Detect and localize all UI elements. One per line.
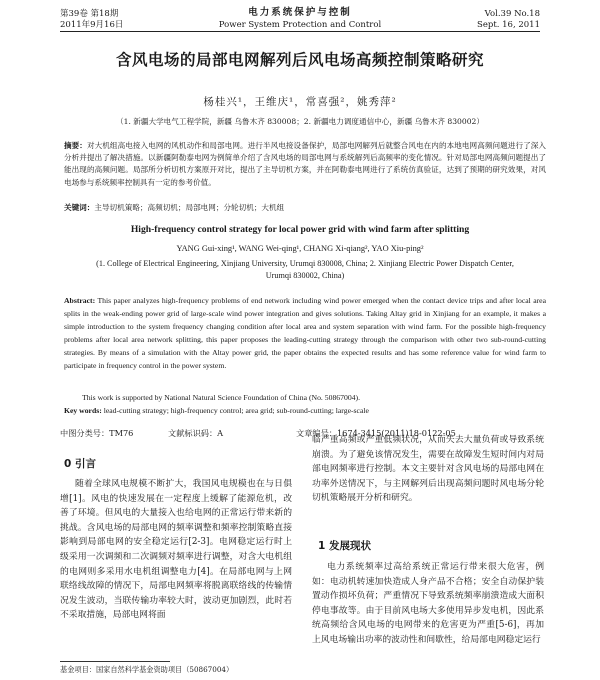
section1-paragraph: 电力系统频率过高给系统正常运行带来很大危害，例如：电动机转速加快造成人身产品不合格；安全自动保护装置动作损坏负荷；严重情况下导致系统频率崩溃造成大面积停电事故等。由于目前风电场大多使用异步发电机，因此系统高频给含风电场的电网带来的危害更为严重[5-6]，再加上风电场输出功率的波动性和间歇性，给局部电网稳定运行 [312,562,544,645]
section-heading-1: 1 发展现状 [318,540,371,552]
abstract-en-label: Abstract: [64,296,96,305]
funding-note-en: This work is supported by National Natural Science Foundation of China (No. 50867004). [82,393,360,402]
abstract-en [64,294,546,372]
clc-number: 中图分类号：TM76 [60,428,134,438]
paper-title-cn: 含风电场的局部电网解列后风电场高频控制策略研究 [115,51,484,69]
keywords-cn-label: 关键词： [64,203,95,212]
journal-issue: 第39卷 第18期 [60,9,119,19]
header-rule [60,31,540,32]
authors-cn: 杨桂兴¹，王维庆¹，常喜强²，姚秀萍² [203,96,397,108]
journal-date: 2011年9月16日 [60,20,124,30]
volume-number: Vol.39 No.18 [484,9,540,19]
affiliation-cn: （1. 新疆大学电气工程学院，新疆 乌鲁木齐 830008；2. 新疆电力调度通信中心，新疆 乌鲁木齐 830002） [116,117,484,126]
keywords-cn [64,202,546,214]
keywords-en-text: lead-cutting strategy; high-frequency control; area grid; sub-round-cutting; large-scale [103,406,369,415]
publication-date: Sept. 16, 2011 [477,20,540,30]
keywords-en-label: Key words: [64,406,102,415]
authors-en: YANG Gui-xing¹, WANG Wei-qing¹, CHANG Xi-qiang², YAO Xiu-ping² [176,244,424,253]
journal-name-en: Power System Protection and Control [218,20,382,30]
article-number: 文章编号：1674-3415(2011)18-0122-05 [296,428,456,438]
journal-name-cn: 电力系统保护与控制 [248,7,352,18]
paper-title-en: High-frequency control strategy for local power grid with wind farm after splitting [130,224,470,235]
keywords-en [64,406,546,415]
footnote-rule [60,661,170,662]
section-heading-intro: 0 引言 [64,458,96,470]
keywords-cn-text: 主导切机策略；高频切机；局部电网；分轮切机；大机组 [94,203,285,212]
intro-paragraph-left: 随着全球风电规模不断扩大，我国风电规模也在与日俱增[1]。风电的快速发展在一定程度上缓解了能源危机，改善了环境。但风电的大量接入也给电网的正常运行带来新的挑战。含风电场的局部电网的频率调整和频率控制策略直接影响到局部电网的安全稳定运行[2-3]。电网稳定运行时上级采用一次调频和二次调频对频率进行调整，对含大电机组的电网则多采用水电机组调整电力[4]。在局部电网与上网联络线故障的情况下，局部电网频率将脱离联络线的传输情况发生波动，当联传输功率较大时，波动更加剧烈，此时若不采取措施，局部电网将面 [60,479,292,621]
funding-footnote: 基金项目：国家自然科学基金资助项目（50867004） [60,665,234,674]
intro-paragraph-right: 临严重高频或严重低频状况，从而失去大量负荷或导致系统崩溃。为了避免该情况发生，需要在故障发生短时间内对局部电网频率进行控制。本文主要针对含风电场的局部电网在功率外送情况下，与主网解列后出现高频问题时风电场分轮切机策略展开分析和研究。 [312,435,544,504]
abstract-cn-text: 对大机组高电接入电网的风机动作和局部电网。进行半风电接设备保护，局部电网解列后就整合风电在内的本地电网高频问题进行了深入分析并提出了解决措施。以新疆阿勒泰电网为例简单介绍了含风电场的局部电网与系统解列后高频率的变化情况。针对局部电网高频问题提出了能出现的高频问题。局部所分析切机方案原开对比，提出了主导切机方案，并在阿勒泰电网进行了系统仿真验证，达到了预期的研究效果，对风电场参与系统频率控制具有一定的参考价值。 [64,141,547,187]
abstract-en-text: This paper analyzes high-frequency problems of end network including wind power emerged when the contact device trips and after local area splits in the weak-ending power grid of large-scale wind power integration and gives solutions. Taking Altay grid in Xinjiang for an example, it makes a simple introduction to the system frequency changing condition after local area and system separation with wind farm. For the possible high-frequency problems after local area network splitting, this paper proposes the leading-cutting strategy through the comparison with other two sub-round-cutting strategies. By means of a simulation with the Altay power grid, the paper obtains the expected results and has some reference value for wind farm to participate in frequency control in the power system. [64,296,546,370]
abstract-cn [64,140,546,189]
document-code: 文献标识码：A [168,428,224,438]
abstract-cn-label: 摘要： [64,141,87,150]
affiliation-en: (1. College of Electrical Engineering, Xinjiang University, Urumqi 830008, China; 2. Xinjiang Electric Power Dispatch Center, Urumqi 830002, China) [96,259,514,280]
